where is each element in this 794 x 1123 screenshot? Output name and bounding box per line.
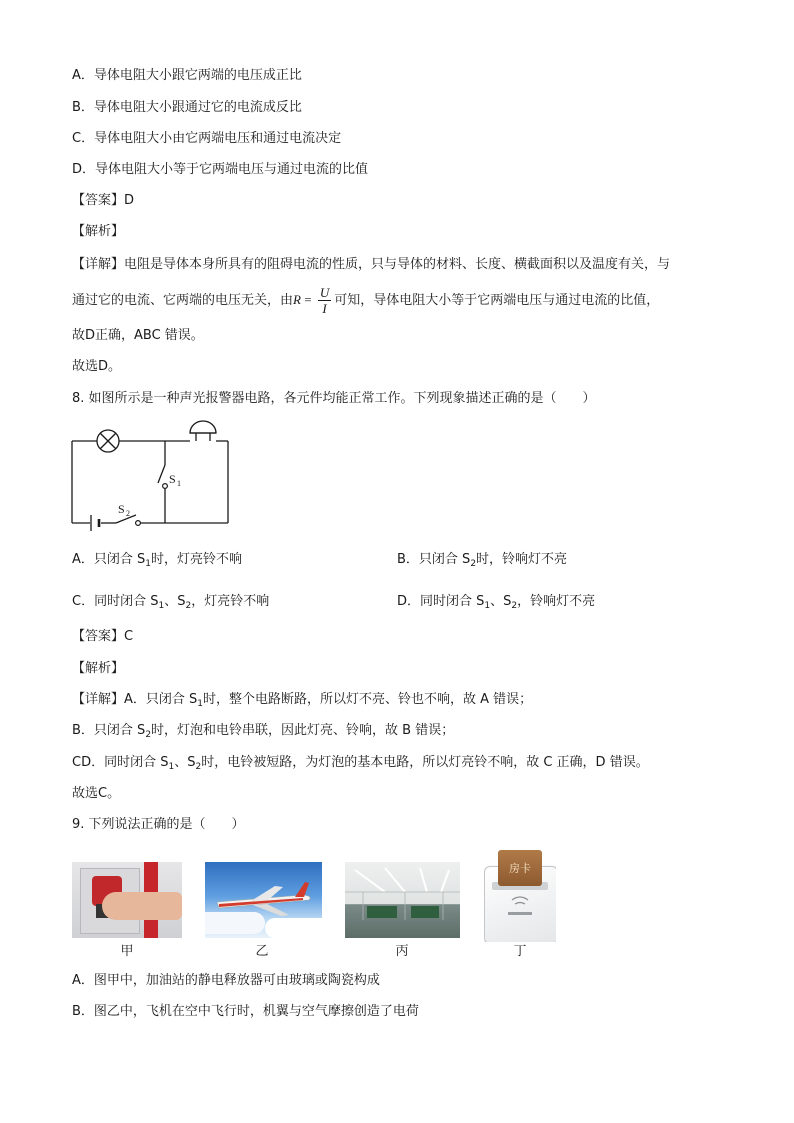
q7-option-c: C．导体电阻大小由它两端电压和通过电流决定 <box>72 131 342 146</box>
lamp-icon <box>97 430 119 452</box>
q8-option-c: C．同时闭合 $S_1$、$S_2$，灯亮铃不响 <box>72 594 270 611</box>
q7-detail-2b: 可知，导体电阻大小等于它两端电压与通过电流的比值， <box>334 293 660 308</box>
q7-option-b: B．导体电阻大小跟通过它的电流成反比 <box>72 100 302 115</box>
q8-detail-line-1: 【详解】A．只闭合 $S_1$时，整个电路断路，所以灯不亮、铃也不响，故 A 错误； <box>72 692 533 709</box>
q8-conclusion: 故选C。 <box>72 786 121 801</box>
q7-detail-2a: 通过它的电流、它两端的电压无关，由 <box>72 293 294 308</box>
q9-option-b: B．图乙中，飞机在空中飞行时，机翼与空气摩擦创造了电荷 <box>72 1004 419 1019</box>
caption-bing: 丙 <box>395 944 409 959</box>
battery-icon <box>91 515 99 531</box>
q7-detail-line-2 <box>72 282 659 319</box>
formula-eq: = <box>300 292 315 307</box>
caption-jia: 甲 <box>120 944 134 959</box>
airplane-icon <box>205 862 322 938</box>
q8-detail-line-2: B．只闭合 $S_2$时，灯泡和电铃串联，因此灯亮、铃响，故 B 错误； <box>72 723 455 740</box>
s2-sub: 2 <box>126 509 130 518</box>
photo-bing <box>345 862 460 938</box>
q7-detail-line-1: 【详解】电阻是导体本身所具有的阻碍电流的性质，只与导体的材料、长度、横截面积以及温度有关，与 <box>72 257 671 272</box>
photo-ding <box>484 850 556 942</box>
q8-option-a: A．只闭合 $S_1$时，灯亮铃不响 <box>72 552 243 569</box>
formula-lhs: R <box>293 292 301 307</box>
s1-sub: 1 <box>177 479 181 488</box>
q7-option-a: A．导体电阻大小跟它两端的电压成正比 <box>72 68 302 83</box>
switch-s1-icon <box>163 484 168 489</box>
q8-analysis-heading: 【解析】 <box>72 661 125 676</box>
photo-yi <box>205 862 322 938</box>
alarm-circuit-diagram <box>68 415 238 535</box>
q8-stem: 8. 如图所示是一种声光报警器电路，各元件均能正常工作。下列现象描述正确的是（ ） <box>72 391 596 406</box>
q7-answer: 【答案】D <box>72 193 135 208</box>
q9-stem: 9. 下列说法正确的是（ ） <box>72 817 245 832</box>
q7-conclusion: 故选D。 <box>72 359 122 374</box>
room-card-label: 房卡 <box>509 862 531 875</box>
q7-detail-line-3: 故D正确，ABC 错误。 <box>72 328 204 343</box>
q8-detail-line-3: CD．同时闭合 $S_1$、$S_2$时，电铃被短路，为灯泡的基本电路，所以灯亮铃不响，故 C 正确，D 错误。 <box>72 755 649 772</box>
photo-jia <box>72 862 182 938</box>
formula-numerator: U <box>319 285 330 300</box>
formula-fraction <box>318 285 331 316</box>
formula-denominator: I <box>322 301 327 316</box>
q8-option-b: B．只闭合 $S_2$时，铃响灯不亮 <box>397 552 568 569</box>
caption-ding: 丁 <box>513 944 527 959</box>
s2-label: S <box>118 502 125 516</box>
q7-option-d: D．导体电阻大小等于它两端电压与通过电流的比值 <box>72 162 369 177</box>
q9-option-a: A．图甲中，加油站的静电释放器可由玻璃或陶瓷构成 <box>72 973 380 988</box>
caption-yi: 乙 <box>255 944 269 959</box>
q8-option-d: D．同时闭合 $S_1$、$S_2$，铃响灯不亮 <box>397 594 596 611</box>
bell-icon <box>190 421 216 441</box>
q8-answer: 【答案】C <box>72 629 134 644</box>
q7-analysis-heading: 【解析】 <box>72 224 125 239</box>
s1-label: S <box>169 472 176 486</box>
